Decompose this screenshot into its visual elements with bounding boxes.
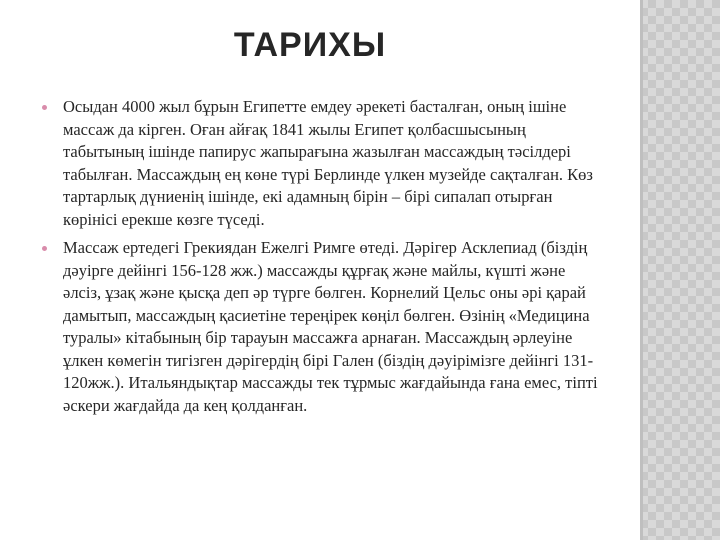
bullet-text: Массаж ертедегі Грекиядан Ежелгі Римге өтеді. Дәрігер Асклепиад (біздің дәуірге дейінгі 156-128 жж.) массажды құрғақ және майлы, күшті және әлсіз, ұзақ және қысқа деп әр түрге бөлген. Корнелий Цельс оны әрі қарай дамытып, массаждың қасиетіне тереңірек көңіл бөлген. Өзінің «Медицина туралы» кітабының бір тарауын массажға арнаған. Массаждың әрлеуіне ұлкен көмегін тигізген дәрігердің бірі Гален (біздің дәуірімізге дейінгі 131-120жж.). Итальяндықтар массажды тек тұрмыс жағдайында ғана емес, тіпті әскери жағдайда да кең қолданған.	[63, 238, 598, 415]
bullet-text: Осыдан 4000 жыл бұрын Египетте емдеу әрекеті басталған, оның ішіне массаж да кірген. Оған айғақ 1841 жылы Египет қолбасшысының табытының ішінде папирус жапырағына жазылған массаждың тәсілдері табылған. Массаждың ең көне түрі Берлинде үлкен музейде сақталған. Көз тартарлық дүниенің ішінде, екі адамның бірін – бірі сипалап отырған көрінісі ерекше көзге түседі.	[63, 97, 593, 229]
bullet-dot-icon	[42, 105, 47, 110]
bullet-list	[40, 96, 600, 423]
slide-title: ТАРИХЫ	[233, 26, 387, 64]
bullet-item	[40, 96, 600, 231]
bullet-item	[40, 237, 600, 417]
decorative-side-pattern	[640, 0, 720, 540]
bullet-dot-icon	[42, 246, 47, 251]
